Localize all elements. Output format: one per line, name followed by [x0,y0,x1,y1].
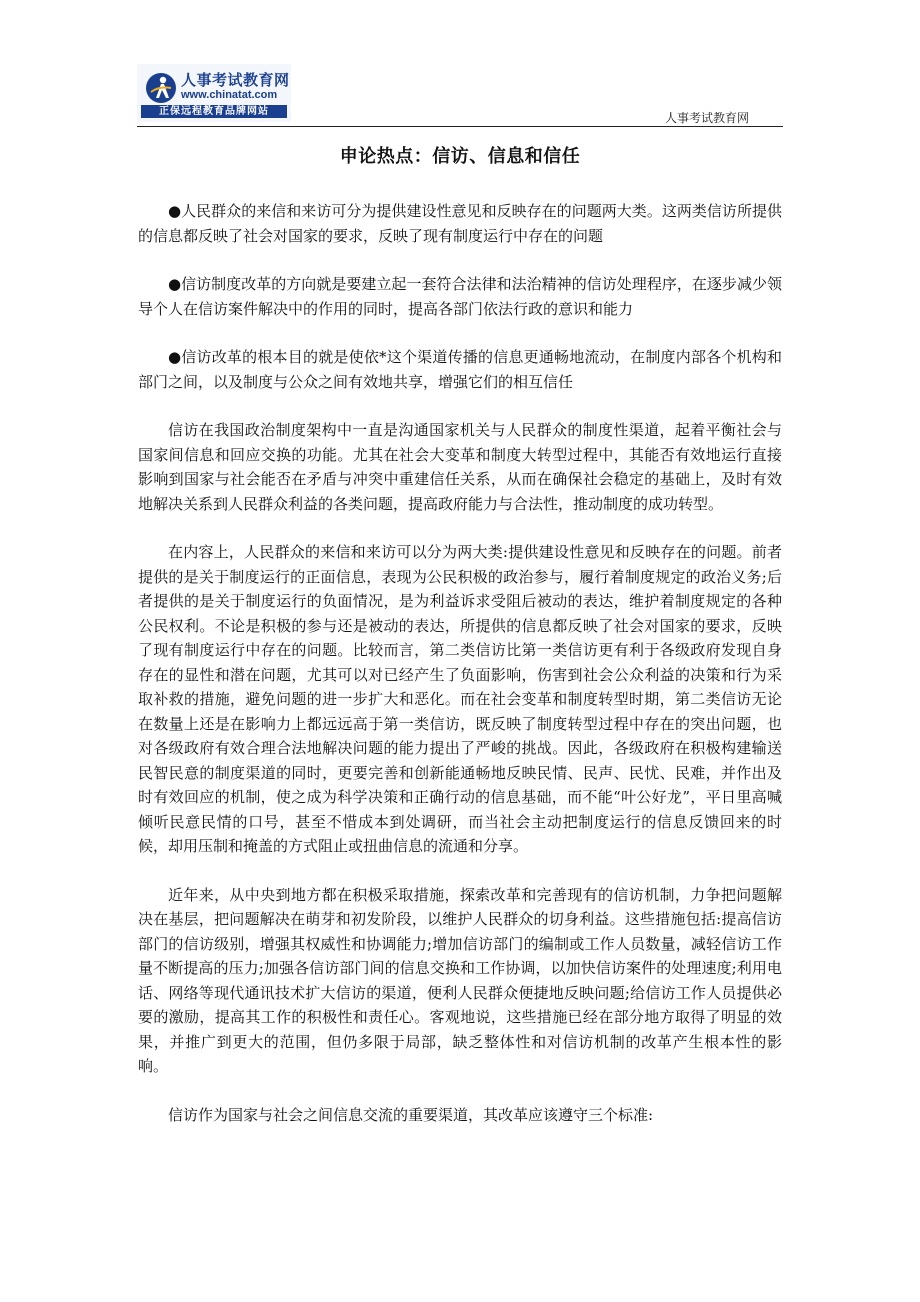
paragraph-key-point-2: ●信访制度改革的方向就是要建立起一套符合法律和法治精神的信访处理程序，在逐步减少领导个人在信访案件解决中的作用的同时，提高各部门依法行政的意识和能力 [138,275,782,318]
logo-chinese-name: 人事考试教育网 [181,71,290,89]
logo-slogan: 正保远程教育品牌网站 [159,106,269,117]
article-title: 申论热点：信访、信息和信任 [339,146,581,167]
paragraph-body-3: 近年来，从中央到地方都在积极采取措施，探索改革和完善现有的信访机制，力争把问题解决在基层，把问题解决在萌芽和初发阶段，以维护人民群众的切身利益。这些措施包括:提高信访部门的信访级别，增强其权威性和协调能力;增加信访部门的编制或工作人员数量，减轻信访工作量不断提高的压力;加强各信访部门间的信息交换和工作协调，以加快信访案件的处理速度;利用电话、网络等现代通讯技术扩大信访的渠道，便利人民群众便捷地反映问题;给信访工作人员提供必要的激励，提高其工作的积极性和责任心。客观地说，这些措施已经在部分地方取得了明显的效果，并推广到更大的范围，但仍多限于局部，缺乏整体性和对信访机制的改革产生根本性的影响。 [138,885,782,1075]
page-header [137,64,783,126]
paragraph-body-2: 在内容上，人民群众的来信和来访可以分为两大类:提供建设性意见和反映存在的问题。前者提供的是关于制度运行的正面信息，表现为公民积极的政治参与，履行着制度规定的政治义务;后者提供的是关于制度运行的负面情况，是为利益诉求受阻后被动的表达，维护着制度规定的各种公民权利。不论是积极的参与还是被动的表达，所提供的信息都反映了社会对国家的要求，反映了现有制度运行中存在的问题。比较而言，第二类信访比第一类信访更有利于各级政府发现自身存在的显性和潜在问题，尤其可以对已经产生了负面影响，伤害到社会公众利益的决策和行为采取补救的措施，避免问题的进一步扩大和恶化。而在社会变革和制度转型时期，第二类信访无论在数量上还是在影响力上都远远高于第一类信访，既反映了制度转型过程中存在的突出问题，也对各级政府有效合理合法地解决问题的能力提出了严峻的挑战。因此，各级政府在积极构建输送民智民意的制度渠道的同时，更要完善和创新能通畅地反映民情、民声、民忧、民难，并作出及时有效回应的机制，使之成为科学决策和正确行动的信息基础，而不能“叶公好龙”，平日里高喊倾听民意民情的口号，甚至不惜成本到处调研，而当社会主动把制度运行的信息反馈回来的时候，却用压制和掩盖的方式阻止或扭曲信息的流通和分享。 [138,543,782,855]
article-body [138,199,782,1151]
site-logo[interactable] [137,64,291,122]
logo-url: www.chinatat.com [181,89,278,101]
paragraph-body-1: 信访在我国政治制度架构中一直是沟通国家机关与人民群众的制度性渠道，起着平衡社会与国家间信息和回应交换的功能。尤其在社会大变革和制度大转型过程中，其能否有效地运行直接影响到国家与社会能否在矛盾与冲突中重建信任关系，从而在确保社会稳定的基础上，及时有效地解决关系到人民群众利益的各类问题，提高政府能力与合法性，推动制度的成功转型。 [138,421,782,513]
person-logo-icon [145,72,177,104]
header-divider [137,126,783,127]
paragraph-key-point-1: ●人民群众的来信和来访可分为提供建设性意见和反映存在的问题两大类。这两类信访所提供的信息都反映了社会对国家的要求，反映了现有制度运行中存在的问题 [138,202,782,245]
header-site-name: 人事考试教育网 [664,111,749,125]
paragraph-body-4: 信访作为国家与社会之间信息交流的重要渠道，其改革应该遵守三个标准: [168,1105,654,1124]
paragraph-key-point-3: ●信访改革的根本目的就是使依*这个渠道传播的信息更通畅地流动，在制度内部各个机构和部门之间，以及制度与公众之间有效地共享，增强它们的相互信任 [138,348,782,391]
